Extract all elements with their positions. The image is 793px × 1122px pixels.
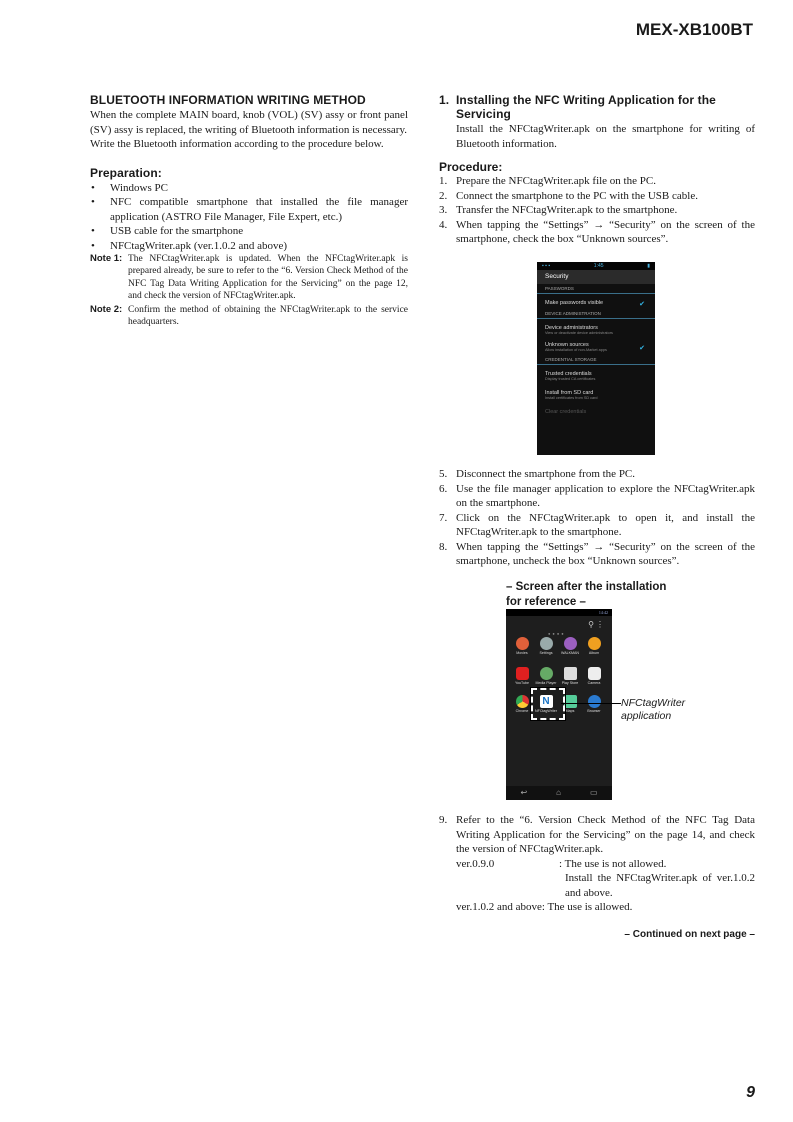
app-label: Play Store (561, 681, 579, 685)
step-number: 5. (439, 468, 448, 480)
list-item (439, 174, 755, 189)
settings-row (537, 319, 655, 338)
step-text: Prepare the NFCtagWriter.apk file on the PC. (456, 175, 656, 187)
settings-icon (540, 637, 553, 650)
version-value: : The use is not allowed. (559, 857, 667, 870)
settings-row (537, 384, 655, 403)
callout-leader-line (561, 703, 621, 704)
step-text: When tapping the “Settings” → “Security” on the screen of the smartphone, check the box “Unknown sources”. (456, 218, 755, 245)
step-9 (439, 813, 755, 915)
app-label: Media Player (535, 681, 557, 685)
continued-note: – Continued on next page – (624, 929, 755, 940)
step-text: Refer to the “6. Version Check Method of the NFC Tag Data Writing Application for the Servicing” on the page 14, and check the version of NFCtagWriter.apk. (456, 814, 755, 855)
chrome-icon (516, 695, 529, 708)
maps-icon (564, 695, 577, 708)
back-icon: ↩ (520, 788, 528, 797)
app-label: Camera (587, 681, 601, 685)
step-text: Use the file manager application to explore the NFCtagWriter.apk on the smartphone. (456, 482, 755, 509)
list-item: • NFCtagWriter.apk (ver.1.0.2 and above) (90, 239, 408, 254)
status-bar (506, 609, 612, 616)
step-number: 3. (439, 204, 448, 216)
app-label: NFCtagWriter (535, 709, 557, 713)
recents-icon: ▭ (589, 788, 598, 797)
app-label: Settings (539, 651, 553, 655)
procedure-steps-a (439, 174, 755, 247)
media-player-icon (540, 667, 553, 680)
status-time: 1:45 (593, 263, 604, 269)
section-title: BLUETOOTH INFORMATION WRITING METHOD (90, 93, 366, 107)
search-icon: ⚲ ⋮ (588, 620, 604, 629)
note-2 (90, 304, 408, 329)
row-label: Install from SD card (545, 390, 594, 396)
note-text: The NFCtagWriter.apk is updated. When the NFCtagWriter.apk is prepared already, be sure to refer to the “6. Version Check Method of the NFC Tag Data Writing Application for the Servicing” on the page 12, and check the version of NFCtagWriter.apk. (128, 254, 408, 301)
list-item: • NFC compatible smartphone that installed the file manager application (ASTRO File Manager, File Expert, etc.) (90, 195, 408, 224)
app-label: Maps (565, 709, 575, 713)
status-time: 14:42 (598, 610, 608, 615)
settings-row (537, 294, 655, 309)
nav-bar (506, 786, 612, 800)
row-label: Unknown sources (545, 342, 589, 348)
step-number: 6. (439, 482, 448, 495)
list-item (439, 189, 755, 204)
step-number: 4. (439, 218, 448, 231)
list-item (439, 511, 755, 540)
settings-row-unknown-sources (537, 338, 655, 355)
intro-paragraph: When the complete MAIN board, knob (VOL) (SV) assy or front panel (SV) assy is replaced, the writing of Bluetooth information is necessary. (90, 109, 408, 136)
list-item (439, 540, 755, 569)
intro-paragraph-2: Write the Bluetooth information according to the procedure below. (90, 138, 384, 150)
row-sublabel: Install certificates from SD card (545, 396, 598, 400)
version-row (456, 900, 755, 915)
procedure-steps-b (439, 467, 755, 569)
step-text: Connect the smartphone to the PC with the USB cable. (456, 189, 698, 202)
left-column (90, 93, 408, 329)
home-icon: ⌂ (556, 788, 561, 797)
checkbox-checked-icon: ✔ (639, 301, 645, 308)
step-text: Disconnect the smartphone from the PC. (456, 468, 636, 480)
version-row-detail (456, 871, 755, 900)
browser-icon (588, 695, 601, 708)
preparation-title: Preparation: (90, 165, 162, 180)
screenshot-caption (506, 580, 666, 610)
step-number: 2. (439, 189, 448, 202)
step-text: Click on the NFCtagWriter.apk to open it, and install the NFCtagWriter.apk to the smartphone. (456, 511, 755, 538)
procedure-title: Procedure: (439, 160, 503, 174)
app-label: Album (588, 651, 600, 655)
version-key: ver.0.9.0 (456, 857, 495, 870)
nfctagwriter-icon: N (540, 695, 553, 708)
album-icon (588, 637, 601, 650)
section-header: CREDENTIAL STORAGE (537, 355, 655, 365)
caption-line: for reference – (506, 596, 586, 608)
page-number: 9 (746, 1084, 755, 1101)
row-sublabel: Display trusted CA certificates (545, 377, 596, 381)
app-label: Browser (587, 709, 601, 713)
version-row (456, 857, 755, 872)
model-number: MEX-XB100BT (635, 20, 753, 39)
list-item (439, 482, 755, 511)
settings-row: Clear credentials (545, 409, 587, 415)
version-value: Install the NFCtagWriter.apk of ver.1.0.2 and above. (565, 872, 755, 899)
app-label: Chrome (515, 709, 529, 713)
app-label: YouTube (514, 681, 530, 685)
row-sublabel: View or deactivate device administrators (545, 331, 613, 335)
status-bar: ▪ ▪ ▪ 1:45 ▮ (537, 262, 655, 270)
note-1 (90, 253, 408, 302)
step-number: 1. (439, 175, 448, 187)
step-text: Install the NFCtagWriter.apk on the smartphone for writing of Bluetooth information. (456, 123, 755, 150)
callout-line: application (621, 710, 672, 722)
highlight-box (531, 688, 565, 720)
list-item: • USB cable for the smartphone (90, 224, 408, 239)
screen-title: Security (537, 270, 655, 284)
app-label: Movies (516, 651, 528, 655)
step-text: Transfer the NFCtagWriter.apk to the smartphone. (456, 204, 678, 216)
movies-icon (516, 637, 529, 650)
list-item: • Windows PC (90, 181, 408, 196)
list-item (439, 203, 755, 218)
page-dots: ●●●● (548, 631, 566, 636)
step-text: When tapping the “Settings” → “Security” on the screen of the smartphone, uncheck the box “Unknown sources”. (456, 540, 755, 567)
walkman-icon (564, 637, 577, 650)
checkbox-checked-icon: ✔ (639, 345, 645, 352)
play-store-icon (564, 667, 577, 680)
preparation-list (90, 181, 408, 254)
app-label: WALKMAN (560, 651, 580, 655)
step-number: 1. (439, 93, 450, 107)
row-label: Device administrators (545, 325, 598, 331)
version-key: ver.1.0.2 and above (456, 901, 542, 913)
step-title: Installing the NFC Writing Application for the Servicing (456, 93, 716, 121)
caption-line: – Screen after the installation (506, 581, 667, 593)
section-header: PASSWORDS (537, 284, 655, 294)
callout-line: NFCtagWriter (621, 697, 686, 709)
list-item (439, 467, 755, 482)
step-number: 8. (439, 540, 448, 553)
youtube-icon (516, 667, 529, 680)
note-label: Note 2: (90, 304, 123, 316)
step-number: 7. (439, 511, 448, 524)
section-header: DEVICE ADMINISTRATION (537, 309, 655, 319)
step-number: 9. (439, 814, 448, 826)
security-screenshot (537, 262, 655, 455)
note-label: Note 1: (90, 253, 123, 264)
callout-label (621, 697, 685, 723)
row-sublabel: Allow installation of non-Market apps (545, 348, 607, 352)
row-label: Make passwords visible (545, 300, 604, 306)
note-text: Confirm the method of obtaining the NFCtagWriter.apk to the service headquarters. (128, 305, 408, 328)
version-value: : The use is allowed. (541, 901, 633, 913)
camera-icon (588, 667, 601, 680)
list-item (439, 218, 755, 247)
settings-row (537, 365, 655, 384)
row-label: Trusted credentials (545, 371, 592, 377)
